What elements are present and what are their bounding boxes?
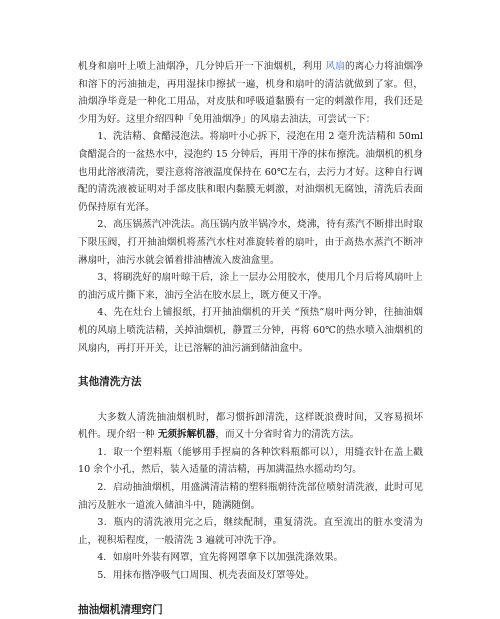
intro-text: 机身和扇叶上喷上油烟净，几分钟后开一下油烟机，利用 xyxy=(78,61,326,72)
method-2: 2、高压锅蒸汽冲洗法。高压锅内放半锅冷水，烧沸，待有蒸汽不断排出时取下限压阀，打开抽油烟机将蒸汽水柱对准旋转着的扇叶，由于高热水蒸汽不断冲淋扇叶，油污水就会循着排油槽流入废油盒里。 xyxy=(78,219,423,266)
section2-intro xyxy=(78,409,423,444)
step-2: 2．启动抽油烟机，用盛满清洁精的塑料瓶朝待洗部位喷射清洗液，此时可见油污及脏水一道流入储油斗中，随满随倒。 xyxy=(78,482,423,511)
document-page xyxy=(78,58,423,619)
spacer xyxy=(78,357,423,374)
step-4: 4．如扇叶外装有网罩，宜先将网罩拿下以加强洗涤效果。 xyxy=(97,552,344,564)
step-3: 3．瓶内的清洗液用完之后，继续配制，重复清洗。直至流出的脏水变清为止，视积垢程度，一般清洗 3 遍就可冲洗干净。 xyxy=(78,517,423,546)
section-heading-cleaning-tips: 抽油烟机清理窍门 xyxy=(78,603,163,616)
method-3: 3、将刷洗好的扇叶晾干后，涂上一层办公用胶水，使用几个月后将风扇叶上的油污成片撕下来，油污全沾在胶水层上，既方便又干净。 xyxy=(78,272,423,301)
section-heading-other-methods: 其他清洗方法 xyxy=(78,376,142,389)
no-disassembly-highlight: 无须拆解机器 xyxy=(157,429,216,441)
method-4: 4、先在灶台上铺报纸，打开抽油烟机的开关 “预热”扇叶两分钟，往抽油烟机的风扇上喷洗洁精，关掉油烟机，静置三分钟，再将 60℃的热水喷入油烟机的风扇内，再打开开关，让已溶解的油污滴到储油盒中。 xyxy=(78,307,423,354)
spacer xyxy=(78,585,423,602)
intro-paragraph xyxy=(78,58,423,128)
step-5: 5．用抹布揩净吸气口周围、机壳表面及灯罩等处。 xyxy=(97,570,315,582)
method-1: 1、洗洁精、食醋浸泡法。将扇叶小心拆下，浸泡在用 2 毫升洗洁精和 50ml 食醋混合的一盆热水中，浸泡约 15 分钟后，再用干净的抹布擦洗。油烟机的机身也用此溶液清洗，要注意将溶液温度保持在 60℃左右，去污力才好。这种自行调配的清洗液被证明对手部皮肤和眼内黏膜无刺激，对油烟机无腐蚀，清洗后表面仍保持原有光泽。 xyxy=(78,131,423,213)
spacer xyxy=(78,392,423,409)
section2-intro-text: 大多数人清洗抽油烟机时，都习惯拆卸清洗，这样既浪费时间，又容易损坏机件。现介绍一种 xyxy=(78,411,423,441)
step-1: 1．取一个塑料瓶（能够用手捏扁的各种饮料瓶都可以），用缝衣针在盖上戳 10 余个小孔，然后，装入适量的清洁精，再加满温热水摇动均匀。 xyxy=(78,446,423,476)
intro-text-continued: 的离心力将油烟净和溶下的污油抽走，再用湿抹巾擦拭一遍，机身和扇叶的清洁就做到了家。但，油烟净毕竟是一种化工用品，对皮肤和呼吸道黏膜有一定的刺激作用，我们还是少用为好。这里介绍四种「免用油烟净」的风扇去油法，可尝试一下： xyxy=(78,61,423,125)
section2-intro-text-end: ，而又十分省时省力的清洗方法。 xyxy=(215,429,360,441)
fan-link[interactable]: 风扇 xyxy=(325,61,346,72)
